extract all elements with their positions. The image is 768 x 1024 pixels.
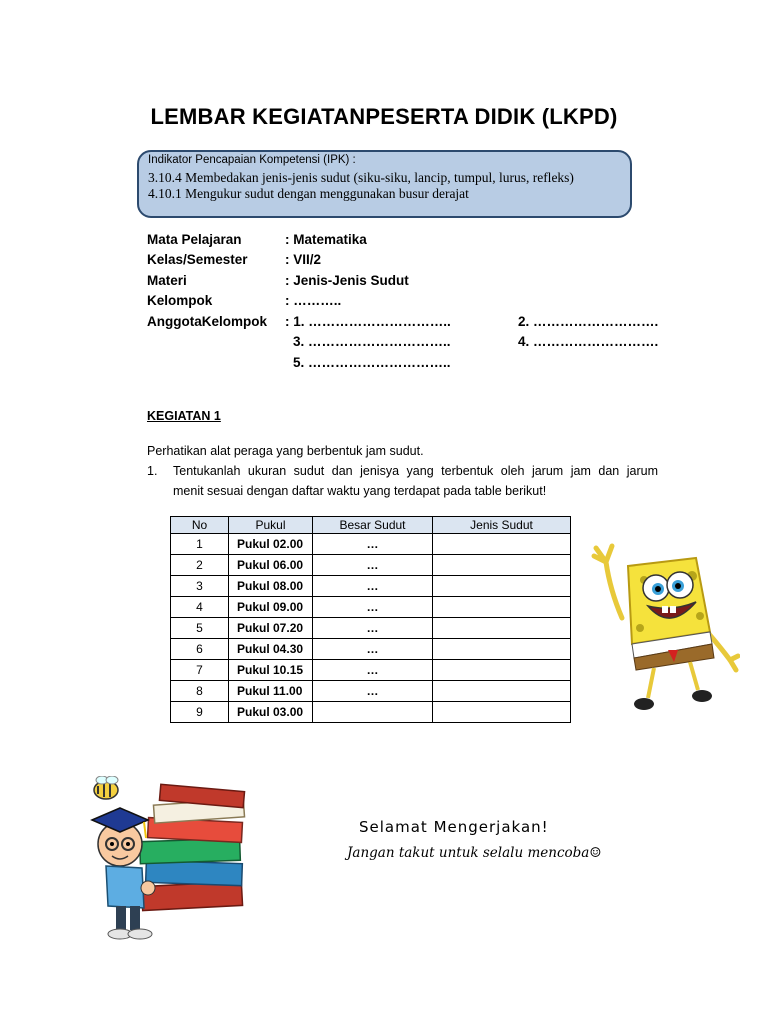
anggota-item-1: : 1. ………………………….. bbox=[285, 314, 451, 329]
table-row bbox=[171, 681, 571, 702]
cell-besar-sudut[interactable]: … bbox=[313, 555, 433, 576]
ipk-line-2: 4.10.1 Mengukur sudut dengan menggunakan busur derajat bbox=[148, 186, 469, 201]
cell-no: 6 bbox=[171, 639, 229, 660]
table-header-row bbox=[171, 517, 571, 534]
sponge-character-illustration bbox=[584, 540, 740, 716]
cell-no: 8 bbox=[171, 681, 229, 702]
cell-no: 4 bbox=[171, 597, 229, 618]
anggota-item-4: 4. ………………………. bbox=[518, 334, 659, 349]
header-pukul: Pukul bbox=[229, 517, 313, 534]
table-row bbox=[171, 639, 571, 660]
anggota-item-2: 2. ………………………. bbox=[518, 314, 659, 329]
cell-besar-sudut[interactable]: … bbox=[313, 576, 433, 597]
instruction-line-2: menit sesuai dengan daftar waktu yang terdapat pada table berikut! bbox=[173, 484, 547, 498]
ipk-heading: Indikator Pencapaian Kompetensi (IPK) : bbox=[148, 154, 356, 166]
instruction-line-1: Tentukanlah ukuran sudut dan jenisya yang terbentuk oleh jarum jam dan jarum bbox=[173, 464, 658, 478]
cell-no: 5 bbox=[171, 618, 229, 639]
cell-pukul: Pukul 04.30 bbox=[229, 639, 313, 660]
table-row bbox=[171, 555, 571, 576]
cell-besar-sudut[interactable]: … bbox=[313, 618, 433, 639]
cell-no: 9 bbox=[171, 702, 229, 723]
cell-pukul: Pukul 07.20 bbox=[229, 618, 313, 639]
cell-pukul: Pukul 03.00 bbox=[229, 702, 313, 723]
cell-pukul: Pukul 02.00 bbox=[229, 534, 313, 555]
cell-pukul: Pukul 08.00 bbox=[229, 576, 313, 597]
cell-jenis-sudut[interactable] bbox=[433, 702, 571, 723]
cell-pukul: Pukul 10.15 bbox=[229, 660, 313, 681]
cell-jenis-sudut[interactable] bbox=[433, 534, 571, 555]
kegiatan-intro: Perhatikan alat peraga yang berbentuk jam sudut. bbox=[147, 444, 424, 458]
angle-table bbox=[170, 516, 571, 723]
header-no: No bbox=[171, 517, 229, 534]
info-materi-label: Materi bbox=[147, 273, 187, 288]
closing-motivation bbox=[347, 845, 601, 861]
header-besar-sudut: Besar Sudut bbox=[313, 517, 433, 534]
cell-besar-sudut[interactable]: … bbox=[313, 597, 433, 618]
kegiatan-heading: KEGIATAN 1 bbox=[147, 409, 221, 423]
cell-jenis-sudut[interactable] bbox=[433, 618, 571, 639]
cell-no: 7 bbox=[171, 660, 229, 681]
cell-jenis-sudut[interactable] bbox=[433, 639, 571, 660]
cell-no: 3 bbox=[171, 576, 229, 597]
info-kelas-label: Kelas/Semester bbox=[147, 252, 248, 267]
cell-jenis-sudut[interactable] bbox=[433, 681, 571, 702]
cell-pukul: Pukul 09.00 bbox=[229, 597, 313, 618]
table-row bbox=[171, 660, 571, 681]
cell-besar-sudut[interactable] bbox=[313, 702, 433, 723]
info-anggota-label: AnggotaKelompok bbox=[147, 314, 267, 329]
table-row bbox=[171, 702, 571, 723]
info-kelompok-label: Kelompok bbox=[147, 293, 213, 308]
cell-pukul: Pukul 06.00 bbox=[229, 555, 313, 576]
ipk-line-1: 3.10.4 Membedakan jenis-jenis sudut (siku-siku, lancip, tumpul, lurus, refleks) bbox=[148, 170, 574, 185]
ipk-box bbox=[137, 150, 632, 218]
info-kelompok-value: : ……….. bbox=[285, 293, 342, 308]
info-mapel-label: Mata Pelajaran bbox=[147, 232, 242, 247]
table-row bbox=[171, 534, 571, 555]
closing-motivation-text: Jangan takut untuk selalu mencoba bbox=[347, 845, 590, 861]
anggota-item-5: 5. ………………………….. bbox=[293, 355, 451, 370]
instruction-number: 1. bbox=[147, 464, 158, 478]
cell-besar-sudut[interactable]: … bbox=[313, 534, 433, 555]
info-materi-value: : Jenis-Jenis Sudut bbox=[285, 273, 409, 288]
table-row bbox=[171, 618, 571, 639]
cell-pukul: Pukul 11.00 bbox=[229, 681, 313, 702]
cell-besar-sudut[interactable]: … bbox=[313, 660, 433, 681]
cell-jenis-sudut[interactable] bbox=[433, 660, 571, 681]
cell-no: 2 bbox=[171, 555, 229, 576]
info-mapel-value: : Matematika bbox=[285, 232, 367, 247]
cell-besar-sudut[interactable]: … bbox=[313, 681, 433, 702]
anggota-item-3: 3. ………………………….. bbox=[293, 334, 451, 349]
student-with-books-illustration bbox=[82, 776, 262, 944]
closing-greeting: Selamat Mengerjakan! bbox=[359, 818, 549, 836]
cell-jenis-sudut[interactable] bbox=[433, 555, 571, 576]
cell-besar-sudut[interactable]: … bbox=[313, 639, 433, 660]
page-title: LEMBAR KEGIATANPESERTA DIDIK (LKPD) bbox=[150, 104, 618, 129]
table-row bbox=[171, 597, 571, 618]
info-kelas-value: : VII/2 bbox=[285, 252, 322, 267]
cell-no: 1 bbox=[171, 534, 229, 555]
table-row bbox=[171, 576, 571, 597]
cell-jenis-sudut[interactable] bbox=[433, 576, 571, 597]
cell-jenis-sudut[interactable] bbox=[433, 597, 571, 618]
header-jenis-sudut: Jenis Sudut bbox=[433, 517, 571, 534]
smiley-icon: ☺ bbox=[589, 845, 602, 861]
